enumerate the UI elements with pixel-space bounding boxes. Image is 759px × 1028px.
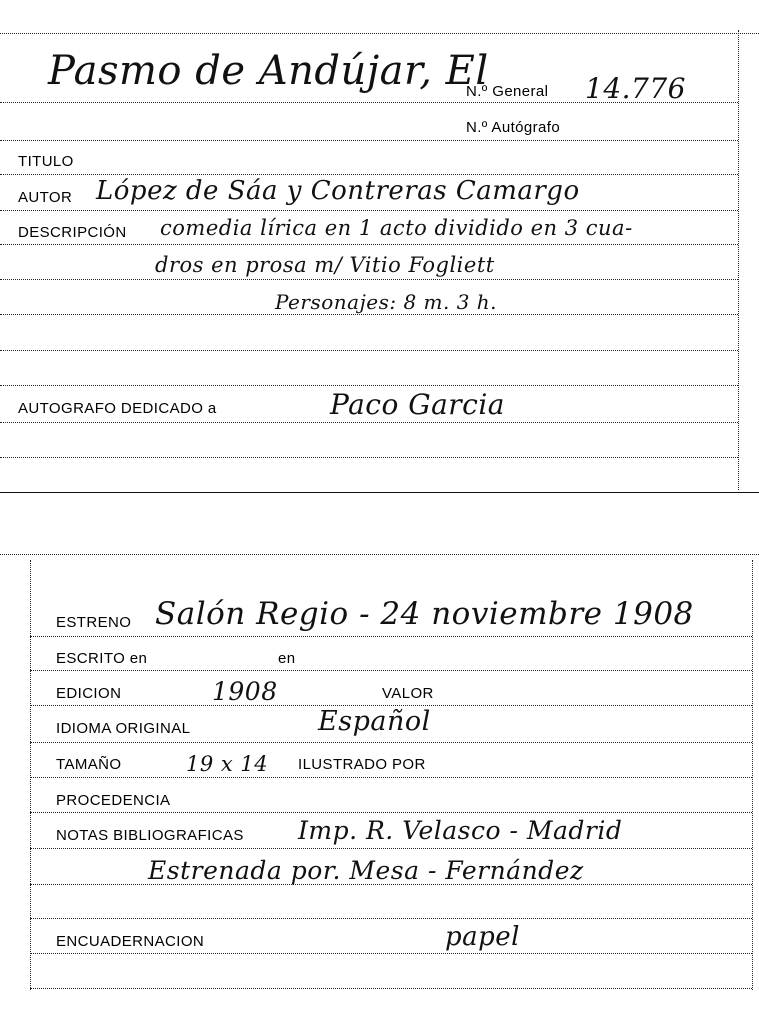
descripcion-line-1: comedia lírica en 1 acto dividido en 3 cua- <box>160 216 633 240</box>
estreno-label: ESTRENO <box>56 614 132 631</box>
rule-line <box>0 140 738 141</box>
rule-line <box>0 314 738 315</box>
rule-line <box>0 210 738 211</box>
escrito-en-label: en <box>278 650 296 667</box>
autografo-dedicado-value: Paco Garcia <box>330 388 505 421</box>
rule-line <box>30 848 752 849</box>
rule-line <box>30 953 752 954</box>
numero-general-label: N.º General <box>466 83 549 100</box>
valor-label: VALOR <box>382 685 434 702</box>
autografo-dedicado-label: AUTOGRAFO DEDICADO a <box>18 400 217 417</box>
card-top-border <box>0 554 759 555</box>
escrito-label: ESCRITO en <box>56 650 148 667</box>
tamano-value: 19 x 14 <box>186 752 269 776</box>
rule-line <box>30 918 752 919</box>
descripcion-label: DESCRIPCIÓN <box>18 224 127 241</box>
card-right-border <box>738 30 739 490</box>
titulo-label: TITULO <box>18 153 74 170</box>
rule-line <box>30 636 752 637</box>
estreno-value: Salón Regio - 24 noviembre 1908 <box>155 596 694 632</box>
autor-value: López de Sáa y Contreras Camargo <box>96 176 580 206</box>
edicion-value: 1908 <box>212 677 278 706</box>
encuadernacion-label: ENCUADERNACION <box>56 933 205 950</box>
autor-label: AUTOR <box>18 189 73 206</box>
rule-line <box>0 244 738 245</box>
rule-line <box>30 884 752 885</box>
edicion-label: EDICION <box>56 685 122 702</box>
handwritten-title: Pasmo de Andújar, El <box>48 48 489 94</box>
rule-line <box>0 174 738 175</box>
rule-line <box>30 777 752 778</box>
rule-line <box>0 279 738 280</box>
descripcion-line-3: Personajes: 8 m. 3 h. <box>275 290 498 314</box>
rule-line <box>30 988 752 989</box>
idioma-value: Español <box>318 706 431 737</box>
procedencia-label: PROCEDENCIA <box>56 792 171 809</box>
rule-line <box>0 385 738 386</box>
rule-line <box>30 742 752 743</box>
rule-line <box>0 102 738 103</box>
rule-line <box>0 422 738 423</box>
encuadernacion-value: papel <box>445 922 520 952</box>
card-top-border <box>0 33 759 34</box>
numero-autografo-label: N.º Autógrafo <box>466 119 561 136</box>
card-right-border <box>752 560 753 990</box>
rule-line <box>0 457 738 458</box>
idioma-label: IDIOMA ORIGINAL <box>56 720 191 737</box>
descripcion-line-2: dros en prosa m/ Vitio Fogliett <box>155 253 495 277</box>
tamano-label: TAMAÑO <box>56 756 122 773</box>
rule-line <box>30 812 752 813</box>
ilustrado-label: ILUSTRADO POR <box>298 756 426 773</box>
card-left-border <box>30 560 31 990</box>
numero-general-value: 14.776 <box>585 72 686 105</box>
card-separator <box>0 492 759 493</box>
notas-line-2: Estrenada por. Mesa - Fernández <box>148 856 584 885</box>
notas-label: NOTAS BIBLIOGRAFICAS <box>56 827 244 844</box>
notas-line-1: Imp. R. Velasco - Madrid <box>298 816 623 845</box>
rule-line <box>30 670 752 671</box>
rule-line <box>0 350 738 351</box>
